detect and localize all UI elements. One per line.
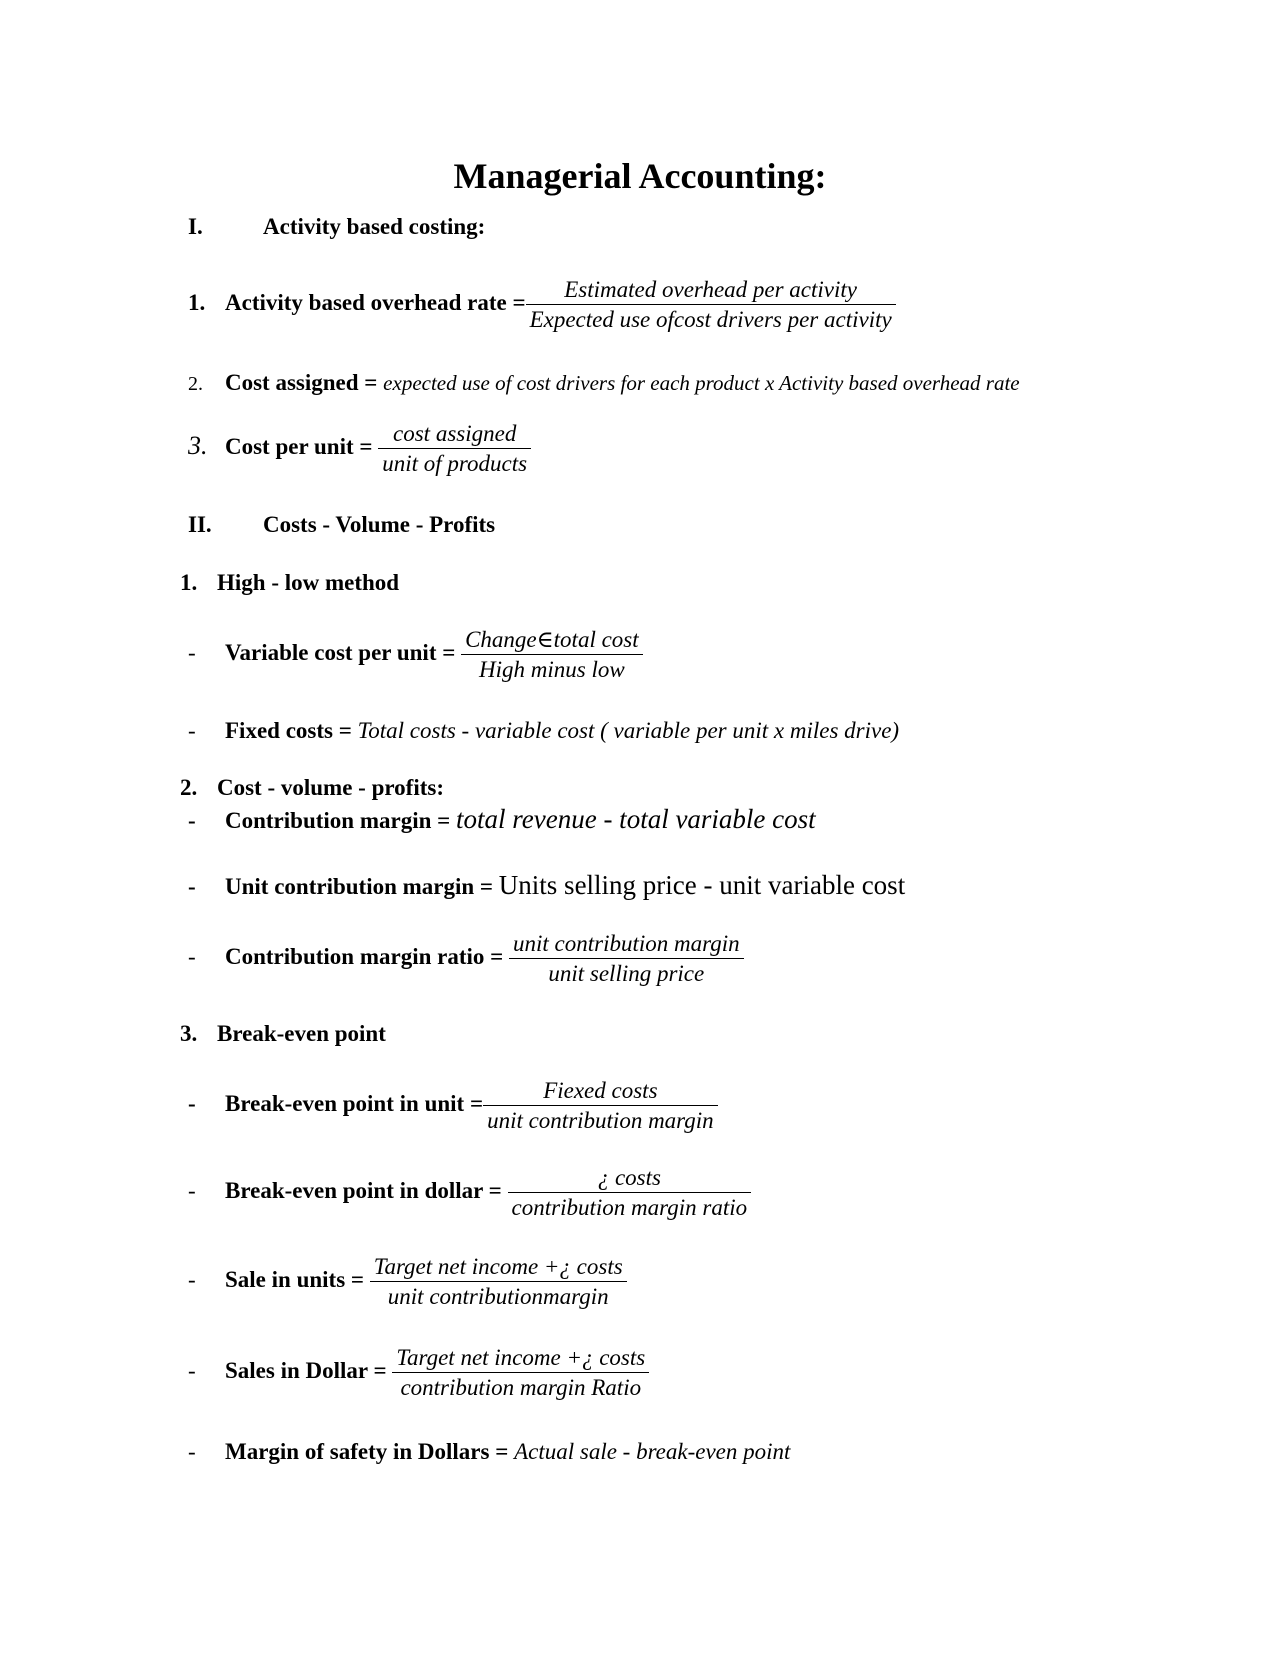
- formula-label: Margin of safety in Dollars =: [225, 1439, 509, 1464]
- formula-expression: Total costs - variable cost ( variable per unit x miles drive): [357, 718, 900, 743]
- item-marker: -: [188, 1266, 196, 1292]
- subsection-marker: 2.: [180, 775, 198, 800]
- subsection-high-low: [180, 571, 399, 594]
- subsection-heading: Break-even point: [217, 1021, 386, 1046]
- formula-cost-per-unit: [188, 422, 531, 475]
- section-1-heading: Activity based costing:: [263, 214, 486, 239]
- formula-cost-assigned: [188, 371, 1020, 394]
- formula-sales-in-dollar: [188, 1346, 649, 1399]
- item-marker: -: [188, 808, 196, 833]
- fraction-denominator: unit contribution margin: [487, 1108, 714, 1133]
- formula-label: Cost assigned =: [225, 370, 378, 395]
- item-marker: 3.: [188, 430, 208, 460]
- formula-variable-cost-per-unit: [188, 628, 643, 681]
- formula-label: Sales in Dollar =: [225, 1357, 387, 1383]
- formula-label: Contribution margin =: [225, 808, 451, 833]
- subsection-break-even: [180, 1022, 386, 1045]
- fraction-numerator: Fiexed costs: [483, 1079, 718, 1106]
- item-marker: -: [188, 1439, 196, 1464]
- fraction-denominator: High minus low: [479, 657, 625, 682]
- fraction-numerator: cost assigned: [378, 422, 531, 449]
- formula-break-even-dollar: [188, 1166, 751, 1219]
- fraction: [526, 278, 896, 331]
- section-2-numeral: II.: [188, 512, 212, 537]
- formula-margin-of-safety: [188, 1440, 790, 1463]
- fraction: [378, 422, 531, 475]
- formula-contribution-margin: [188, 806, 816, 833]
- fraction: [508, 1166, 752, 1219]
- fraction: [461, 628, 643, 681]
- fraction-numerator: Estimated overhead per activity: [526, 278, 896, 305]
- formula-break-even-units: [188, 1079, 718, 1132]
- item-marker: -: [188, 1357, 196, 1383]
- formula-label: Break-even point in dollar =: [225, 1177, 502, 1203]
- formula-label: Contribution margin ratio =: [225, 943, 504, 969]
- formula-expression: Units selling price - unit variable cost: [498, 870, 906, 900]
- fraction-denominator: Expected use ofcost drivers per activity: [529, 307, 892, 332]
- fraction-denominator: unit of products: [382, 451, 528, 476]
- fraction-denominator: contribution margin ratio: [511, 1195, 748, 1220]
- fraction-numerator: Target net income +¿ costs: [370, 1255, 627, 1282]
- subsection-cost-volume-profits: [180, 776, 444, 799]
- formula-expression: expected use of cost drivers for each product x Activity based overhead rate: [383, 371, 1020, 395]
- fraction-numerator: Target net income +¿ costs: [392, 1346, 649, 1373]
- item-marker: 2.: [188, 373, 203, 395]
- item-marker: -: [188, 1090, 196, 1116]
- item-marker: 1.: [188, 289, 206, 315]
- section-1-numeral: I.: [188, 214, 203, 239]
- page-title: Managerial Accounting:: [453, 156, 827, 196]
- subsection-heading: High - low method: [217, 570, 400, 595]
- item-marker: -: [188, 943, 196, 969]
- fraction-numerator: ¿ costs: [508, 1166, 752, 1193]
- formula-contribution-margin-ratio: [188, 932, 744, 985]
- fraction: [509, 932, 744, 985]
- item-marker: -: [188, 718, 196, 743]
- item-marker: -: [188, 874, 196, 899]
- formula-activity-overhead-rate: [188, 278, 896, 331]
- fraction-numerator: Change∈total cost: [461, 628, 643, 655]
- section-2-heading: Costs - Volume - Profits: [263, 512, 496, 537]
- fraction-numerator: unit contribution margin: [509, 932, 744, 959]
- item-marker: -: [188, 1177, 196, 1203]
- formula-label: Cost per unit =: [225, 433, 373, 459]
- formula-expression: Actual sale - break-even point: [514, 1439, 791, 1464]
- formula-label: Unit contribution margin =: [225, 874, 494, 899]
- formula-label: Variable cost per unit =: [225, 639, 456, 665]
- fraction: [370, 1255, 627, 1308]
- formula-fixed-costs: [188, 719, 899, 742]
- fraction: [392, 1346, 649, 1399]
- fraction: [483, 1079, 718, 1132]
- fraction-denominator: unit contributionmargin: [387, 1284, 609, 1309]
- formula-sale-in-units: [188, 1255, 627, 1308]
- subsection-marker: 3.: [180, 1021, 198, 1046]
- subsection-marker: 1.: [180, 570, 198, 595]
- formula-unit-contribution-margin: [188, 872, 905, 899]
- formula-label: Fixed costs =: [225, 718, 352, 743]
- subsection-heading: Cost - volume - profits:: [217, 775, 444, 800]
- formula-label: Activity based overhead rate =: [225, 289, 526, 315]
- formula-label: Break-even point in unit =: [225, 1090, 484, 1116]
- formula-expression: total revenue - total variable cost: [456, 804, 816, 834]
- formula-label: Sale in units =: [225, 1266, 365, 1292]
- fraction-denominator: contribution margin Ratio: [400, 1375, 642, 1400]
- item-marker: -: [188, 639, 196, 665]
- fraction-denominator: unit selling price: [548, 961, 705, 986]
